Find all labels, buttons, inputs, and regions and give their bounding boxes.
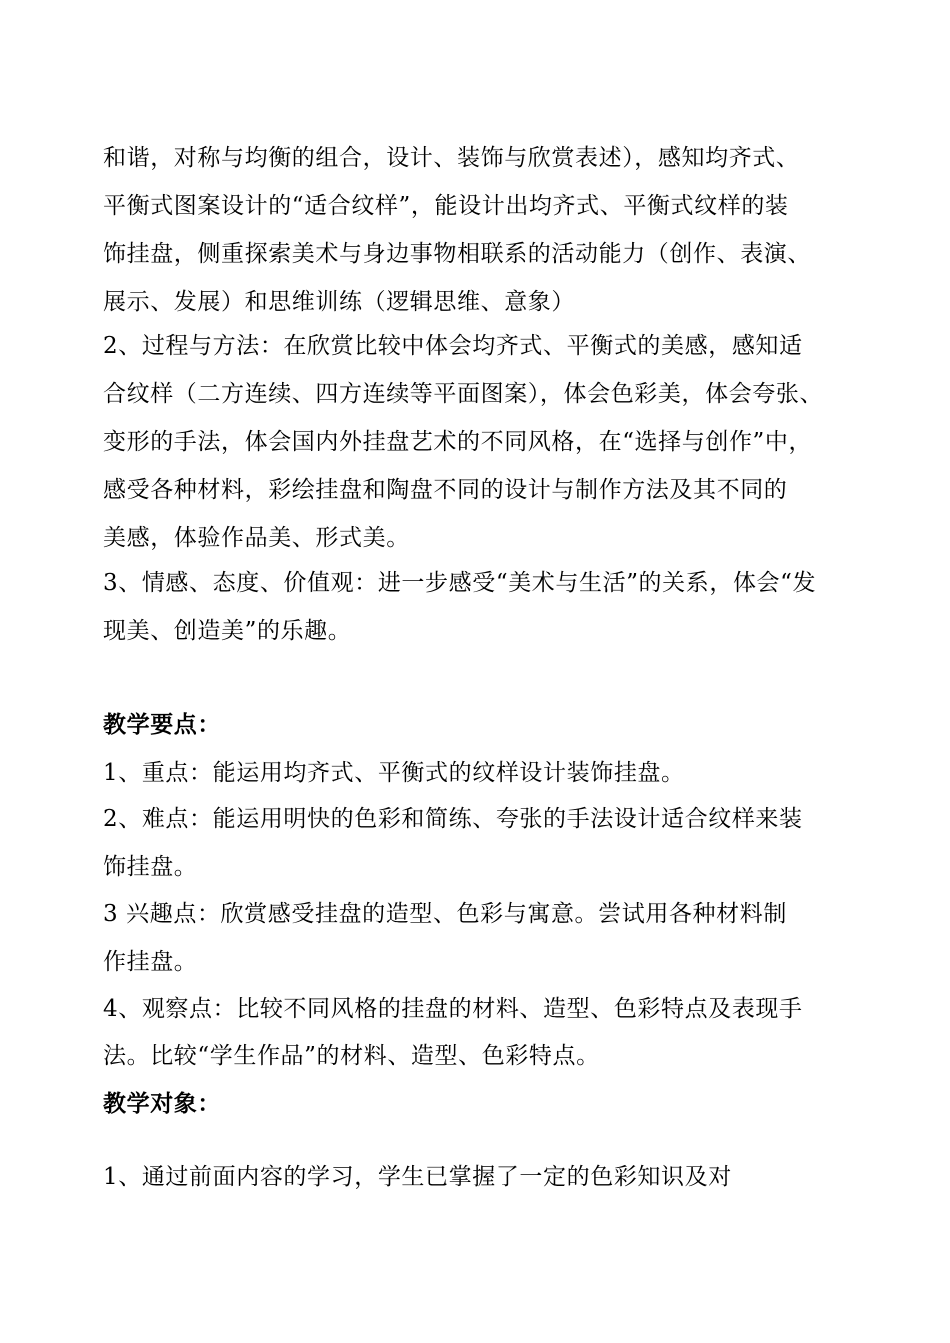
- paragraph-line: 3、情感、态度、价值观：进一步感受“美术与生活”的关系，体会“发: [103, 570, 817, 596]
- paragraph-line: 法。比较“学生作品”的材料、造型、色彩特点。: [103, 1043, 600, 1069]
- paragraph-line: 2、过程与方法：在欣赏比较中体会均齐式、平衡式的美感，感知适: [103, 333, 803, 359]
- paragraph-line: 和谐，对称与均衡的组合，设计、装饰与欣赏表述），感知均齐式、: [103, 145, 800, 171]
- paragraph-line: 4、观察点：比较不同风格的挂盘的材料、造型、色彩特点及表现手: [103, 996, 803, 1022]
- paragraph-line: 现美、创造美”的乐趣。: [103, 618, 352, 644]
- paragraph-line: 1、通过前面内容的学习，学生已掌握了一定的色彩知识及对: [103, 1164, 732, 1190]
- paragraph-line: 合纹样（二方连续、四方连续等平面图案），体会色彩美，体会夸张、: [103, 381, 824, 407]
- paragraph-line: 3 兴趣点：欣赏感受挂盘的造型、色彩与寓意。尝试用各种材料制: [103, 901, 787, 927]
- paragraph-line: 展示、发展）和思维训练（逻辑思维、意象）: [103, 289, 575, 315]
- section-heading-objects: 教学对象：: [103, 1090, 221, 1117]
- paragraph-line: 变形的手法，体会国内外挂盘艺术的不同风格，在“选择与创作”中，: [103, 429, 813, 455]
- paragraph-line: 感受各种材料，彩绘挂盘和陶盘不同的设计与制作方法及其不同的: [103, 477, 788, 503]
- paragraph-line: 1、重点：能运用均齐式、平衡式的纹样设计装饰挂盘。: [103, 760, 685, 786]
- paragraph-line: 饰挂盘。: [103, 854, 198, 880]
- paragraph-line: 2、难点：能运用明快的色彩和简练、夸张的手法设计适合纹样来装: [103, 806, 803, 832]
- paragraph-line: 饰挂盘，侧重探索美术与身边事物相联系的活动能力（创作、表演、: [103, 241, 811, 267]
- paragraph-line: 作挂盘。: [103, 949, 198, 975]
- section-heading-key-points: 教学要点：: [103, 711, 221, 738]
- paragraph-line: 平衡式图案设计的“适合纹样”，能设计出均齐式、平衡式纹样的装: [103, 193, 789, 219]
- paragraph-line: 美感，体验作品美、形式美。: [103, 525, 410, 551]
